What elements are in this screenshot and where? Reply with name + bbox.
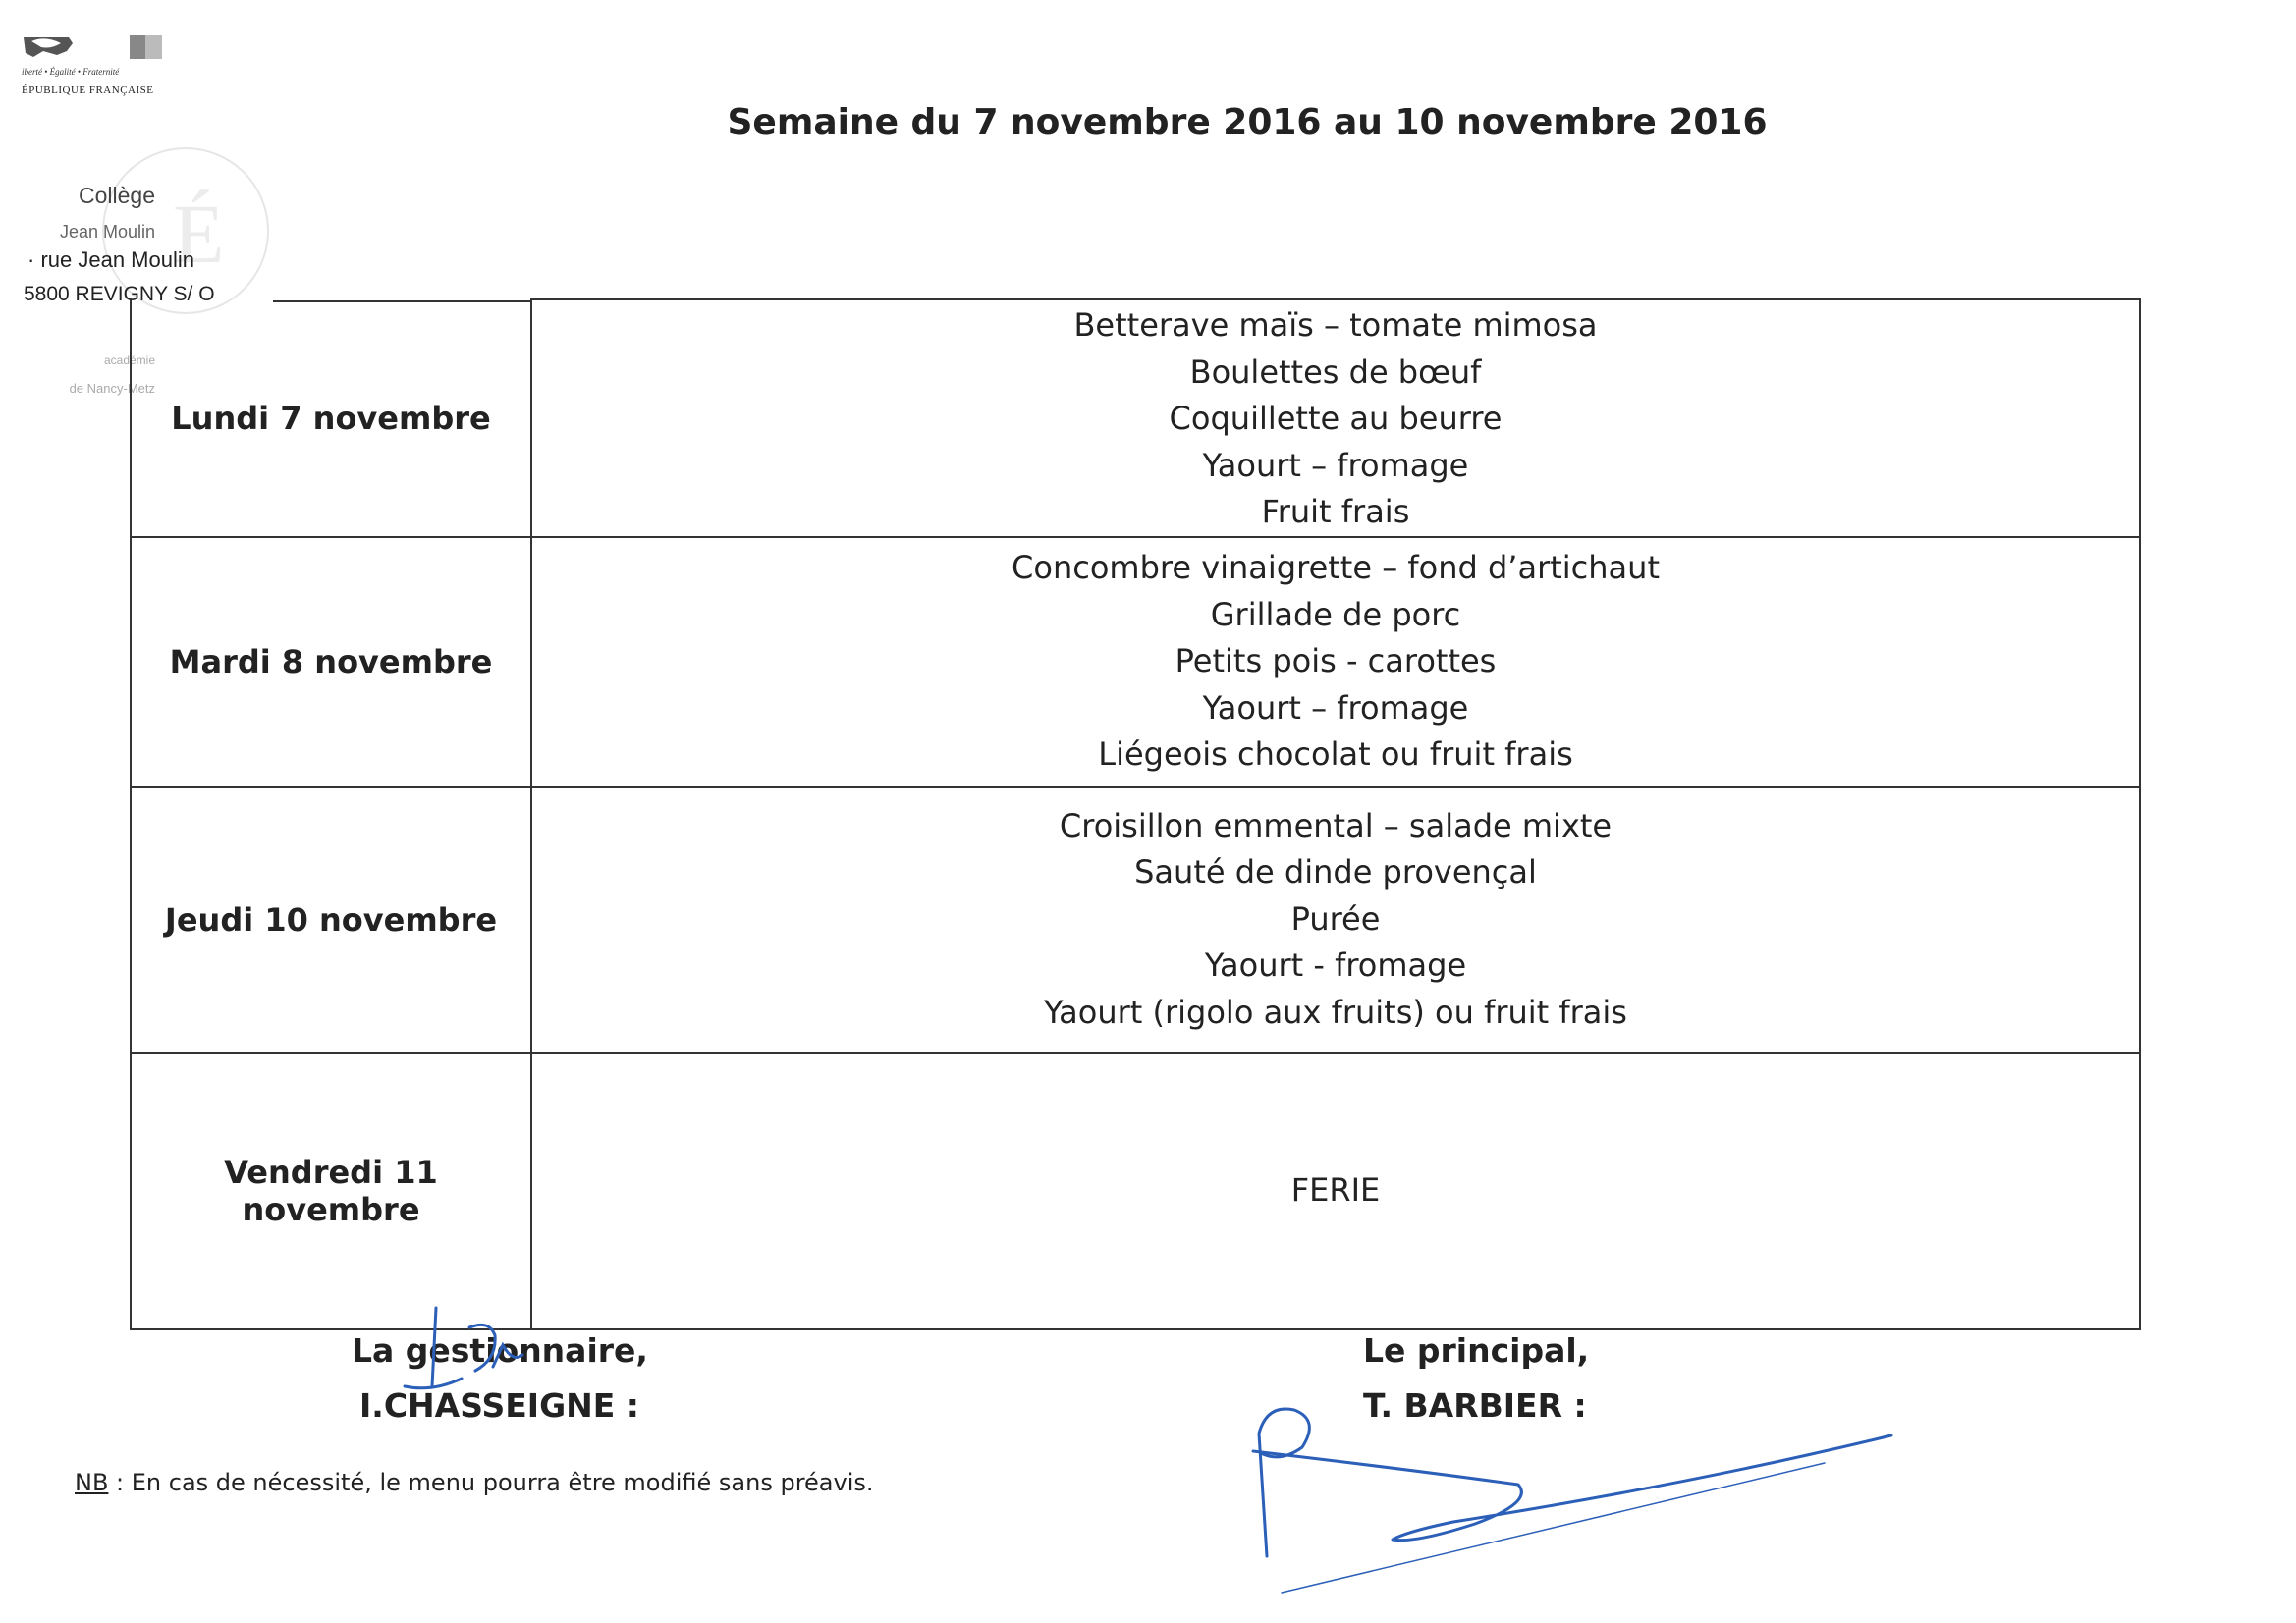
menu-cell xyxy=(531,537,2140,787)
menu-row xyxy=(131,537,2140,787)
nb-text: : En cas de nécessité, le menu pourra être modifié sans préavis. xyxy=(108,1469,874,1496)
school-academy-line-2: de Nancy-Metz xyxy=(69,381,155,396)
menu-item: Yaourt - fromage xyxy=(1204,947,1467,985)
page-title: Semaine du 7 novembre 2016 au 10 novembre 2016 xyxy=(727,102,1768,142)
menu-table xyxy=(130,298,2141,1330)
menu-item: Yaourt – fromage xyxy=(1202,688,1469,727)
menu-item: Grillade de porc xyxy=(1210,595,1461,633)
menu-item-holiday: FERIE xyxy=(1290,1170,1381,1209)
menu-item: Betterave maïs – tomate mimosa xyxy=(1073,306,1598,344)
menu-cell xyxy=(531,1053,2140,1329)
menu-cell xyxy=(531,787,2140,1053)
school-street: · rue Jean Moulin xyxy=(27,247,194,272)
menu-item: Fruit frais xyxy=(1261,493,1410,530)
menu-item: Yaourt (rigolo aux fruits) ou fruit frais xyxy=(1044,993,1627,1031)
menu-item: Concombre vinaigrette – fond d’artichaut xyxy=(1011,549,1660,587)
nb-label: NB xyxy=(75,1469,109,1496)
day-cell: Jeudi 10 novembre xyxy=(131,787,531,1053)
menu-cell xyxy=(531,299,2140,537)
gestionnaire-name: I.CHASSEIGNE : xyxy=(359,1386,639,1425)
menu-item: Purée xyxy=(1290,899,1381,938)
menu-item: Sauté de dinde provençal xyxy=(1134,853,1537,892)
nb-note xyxy=(75,1469,874,1496)
menu-item: Croisillon emmental – salade mixte xyxy=(1059,806,1613,844)
principal-signature xyxy=(1253,1409,1891,1593)
menu-item: Petits pois - carottes xyxy=(1175,642,1497,680)
school-name: Collège xyxy=(79,183,155,208)
day-cell: Mardi 8 novembre xyxy=(131,537,531,787)
republic-name: ÉPUBLIQUE FRANÇAISE xyxy=(22,84,154,96)
menu-item: Coquillette au beurre xyxy=(1169,400,1503,437)
principal-name: T. BARBIER : xyxy=(1363,1386,1587,1425)
school-academy-line-1: académie xyxy=(103,353,155,367)
day-cell: Vendredi 11 novembre xyxy=(131,1053,531,1329)
school-city: 5800 REVIGNY S/ O xyxy=(24,283,215,305)
menu-item: Liégeois chocolat ou fruit frais xyxy=(1098,735,1573,774)
stamp-watermark-glyph: É xyxy=(173,187,225,281)
school-subname: Jean Moulin xyxy=(59,222,155,242)
menu-row xyxy=(131,787,2140,1053)
menu-row xyxy=(131,1053,2140,1329)
menu-row xyxy=(131,299,2140,537)
day-cell: Lundi 7 novembre xyxy=(131,299,531,537)
menu-item: Boulettes de bœuf xyxy=(1189,352,1482,391)
republic-motto: iberté • Égalité • Fraternité xyxy=(22,67,120,77)
principal-role: Le principal, xyxy=(1363,1331,1590,1370)
gestionnaire-role: La gestionnaire, xyxy=(352,1331,648,1370)
menu-item: Yaourt – fromage xyxy=(1202,446,1469,484)
